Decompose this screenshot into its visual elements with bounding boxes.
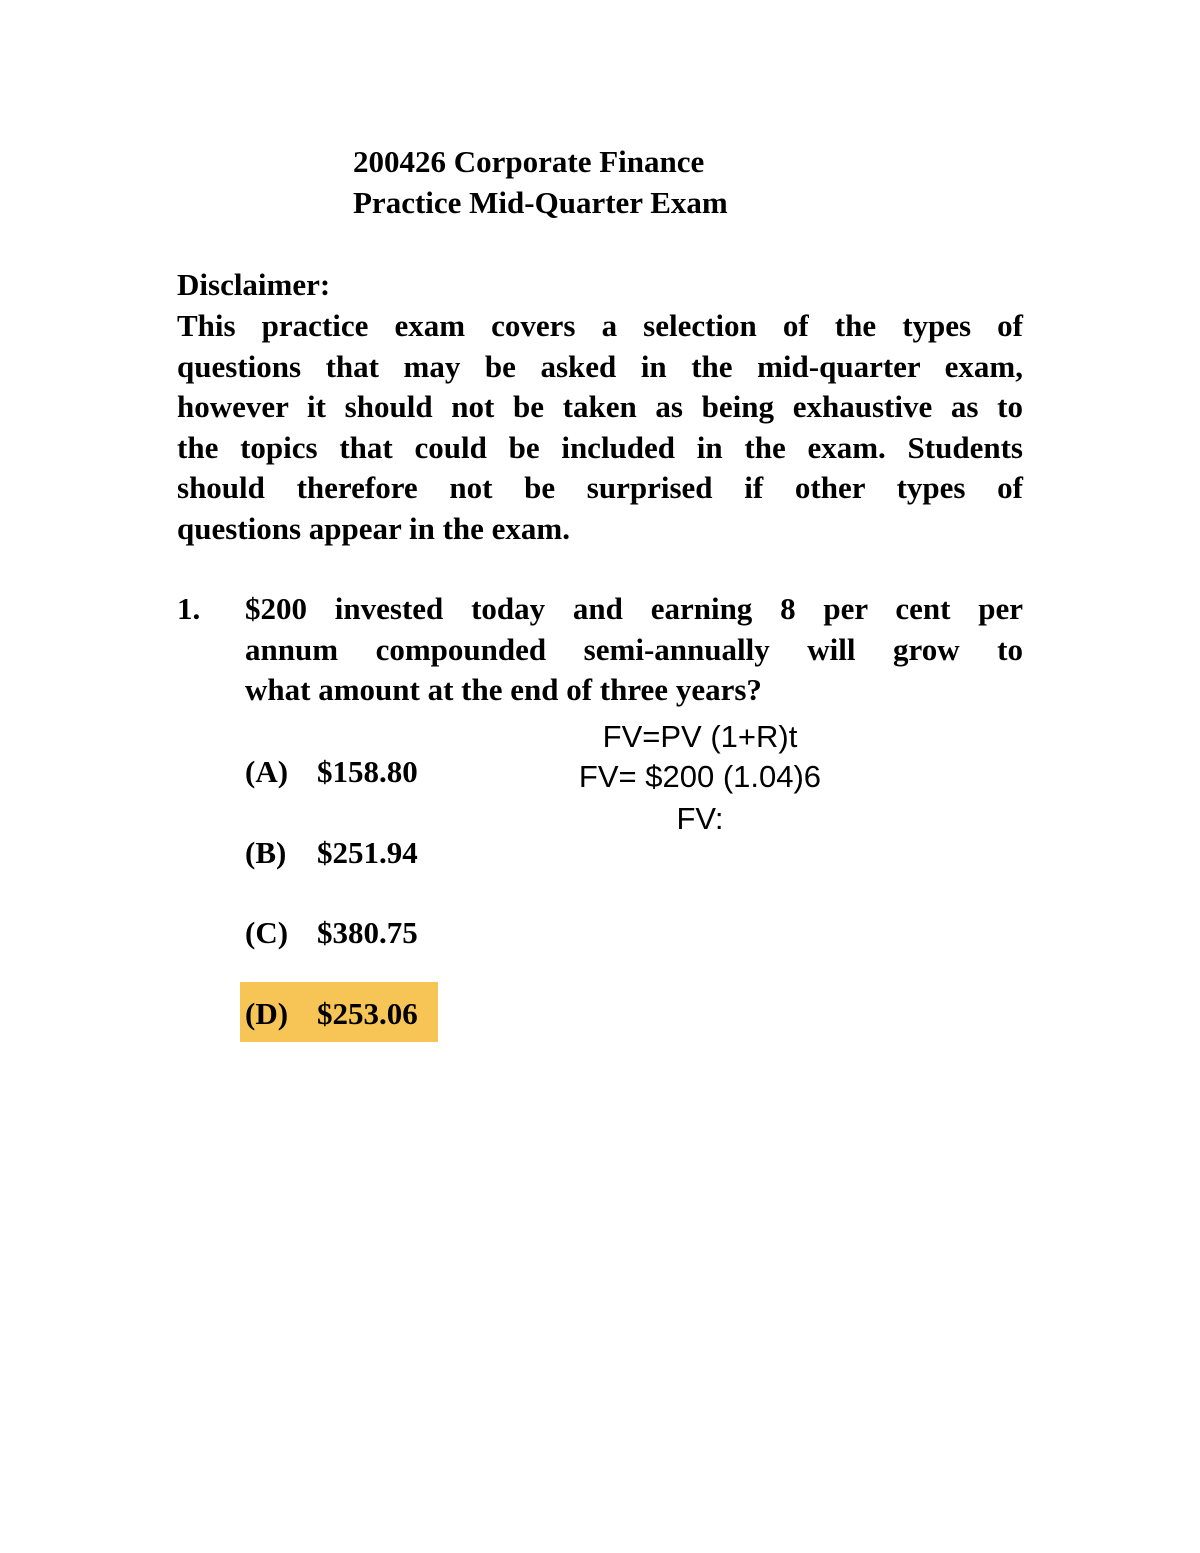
option-value: $380.75 [317,915,418,950]
option-letter: (A) [245,754,289,789]
disclaimer-line: however it should not be taken as being exhaustive as to [177,389,1023,424]
annotation-result: FV: [676,801,724,836]
option-a [245,752,418,792]
option-letter: (D) [245,996,289,1031]
course-title: 200426 Corporate Finance [353,144,705,179]
option-value: $253.06 [317,996,418,1031]
question-line: what amount at the end of three years? [245,672,762,707]
exam-title: Practice Mid-Quarter Exam [353,185,728,220]
option-b [245,833,418,873]
option-value: $251.94 [317,835,418,870]
annotation-formula: FV=PV (1+R)t [602,719,798,754]
disclaimer-line: This practice exam covers a selection of the types of [177,308,1023,343]
question-line: $200 invested today and earning 8 per cent per [245,591,1023,626]
question-line: annum compounded semi-annually will grow to [245,631,1023,667]
option-value: $158.80 [317,754,418,789]
disclaimer-text [177,306,1023,549]
annotation-substitution: FV= $200 (1.04)6 [578,759,822,794]
option-d [245,994,418,1034]
disclaimer-line: should therefore not be surprised if other types of [177,470,1023,505]
disclaimer-heading: Disclaimer: [177,267,331,302]
option-letter: (C) [245,915,289,950]
disclaimer-line: questions that may be asked in the mid-quarter exam, [177,348,1023,384]
disclaimer-line: the topics that could be included in the exam. Students [177,429,1023,465]
option-c [245,913,418,953]
question-text [245,589,1023,711]
disclaimer-line: questions appear in the exam. [177,510,570,546]
option-letter: (B) [245,835,287,870]
question-number: 1. [177,591,201,626]
